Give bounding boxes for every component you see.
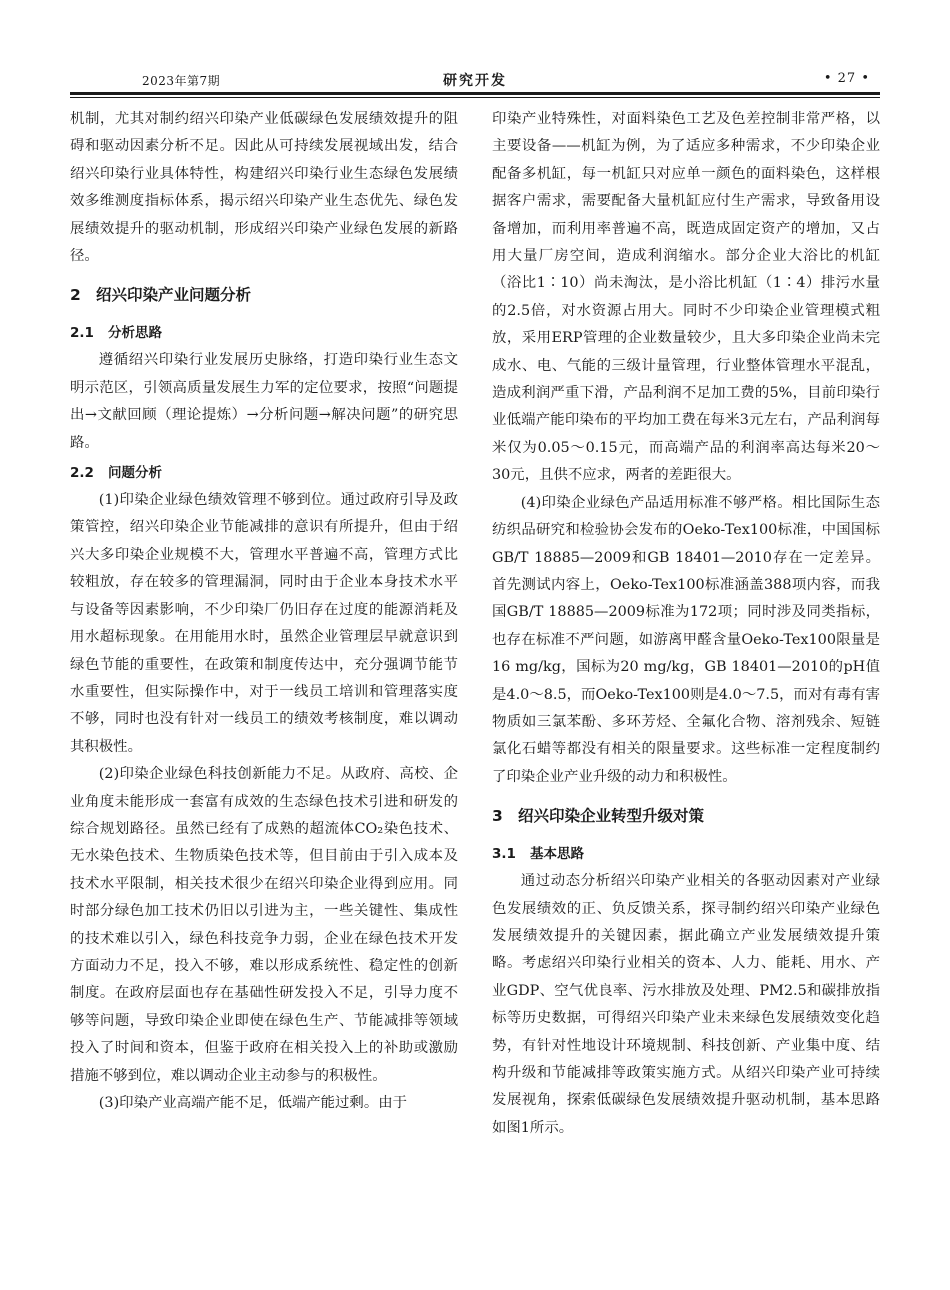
subsection-heading-3-1 xyxy=(492,841,880,868)
paragraph: (1)印染企业绿色绩效管理不够到位。通过政府引导及政策管控，绍兴印染企业节能减排的意识有所提升，但由于绍兴大多印染企业规模不大，管理水平普遍不高，管理方式比较粗放，存在较多的管理漏洞，同时由于企业本身技术水平与设备等因素影响，不少印染厂仍旧存在过度的能源消耗及用水超标现象。在用能用水时，虽然企业管理层早就意识到绿色节能的重要性，在政策和制度传达中，充分强调节能节水重要性，但实际操作中，对于一线员工培训和管理落实度不够，同时也没有针对一线员工的绩效考核制度，难以调动其积极性。 xyxy=(70,492,458,755)
subsection-heading-2-2 xyxy=(70,460,458,487)
paragraph: (4)印染企业绿色产品适用标准不够严格。相比国际生态纺织品研究和检验协会发布的Oeko-Tex100标准，中国国标GB/T 18885—2009和GB 18401—2010存在一定差异。首先测试内容上，Oeko-Tex100标准涵盖388项内容，而我国GB/T 18885—2009标准为172项；同时涉及同类指标，也存在标准不严问题，如游离甲醛含量Oeko-Tex100限量是16 mg/kg，国标为20 mg/kg，GB 18401—2010的pH值是4.0～8.5，而Oeko-Tex100则是4.0～7.5，而对有毒有害物质如三氯苯酚、多环芳烃、全氟化合物、溶剂残余、短链氯化石蜡等都没有相关的限量要求。这些标准一定程度制约了印染企业产业升级的动力和积极性。 xyxy=(492,494,880,785)
paragraph: (3)印染产业高端产能不足，低端产能过剩。由于 xyxy=(98,1095,407,1111)
section-title: 绍兴印染产业问题分析 xyxy=(96,286,252,305)
journal-section: 研究开发 xyxy=(443,73,507,89)
section-title: 绍兴印染企业转型升级对策 xyxy=(518,807,705,826)
header-rule-thick xyxy=(70,92,880,95)
subsection-title: 分析思路 xyxy=(108,325,162,342)
page-number: • 27 • xyxy=(823,71,870,86)
subsection-number: 2.2 xyxy=(70,465,94,482)
paragraph: 遵循绍兴印染行业发展历史脉络，打造印染行业生态文明示范区，引领高质量发展生力军的定位要求，按照“问题提出→文献回顾（理论提炼）→分析问题→解决问题”的研究思路。 xyxy=(70,352,458,451)
paragraph: (2)印染企业绿色科技创新能力不足。从政府、高校、企业角度未能形成一套富有成效的生态绿色技术引进和研发的综合规划路径。虽然已经有了成熟的超流体CO₂染色技术、无水染色技术、生物质染色技术等，但目前由于引入成本及技术水平限制，相关技术很少在绍兴印染企业得到应用。同时部分绿色加工技术仍旧以引进为主，一些关键性、集成性的技术难以引入，绿色科技竞争力弱，企业在绿色技术开发方面动力不足，投入不够，难以形成系统性、稳定性的创新制度。在政府层面也存在基础性研发投入不足，引导力度不够等问题，导致印染企业即使在绿色生产、节能减排等领域投入了时间和资本，但鉴于政府在相关投入上的补助或激励措施不够到位，难以调动企业主动参与的积极性。 xyxy=(70,766,458,1084)
subsection-title: 问题分析 xyxy=(108,465,162,482)
running-header xyxy=(70,70,880,92)
section-number: 3 xyxy=(492,807,503,826)
right-column xyxy=(492,106,880,1142)
subsection-number: 2.1 xyxy=(70,325,94,342)
section-heading-2 xyxy=(70,281,458,309)
subsection-number: 3.1 xyxy=(492,846,516,863)
paragraph: 印染产业特殊性，对面料染色工艺及色差控制非常严格，以主要设备——机缸为例，为了适应多种需求，不少印染企业配备多机缸，每一机缸只对应单一颜色的面料染色，这样根据客户需求，需要配备大量机缸应付生产需求，导致备用设备增加，而利用率普遍不高，既造成固定资产的增加，又占用大量厂房空间，造成利润缩水。部分企业大浴比的机缸（浴比1∶10）尚未淘汰，是小浴比机缸（1∶4）排污水量的2.5倍，对水资源占用大。同时不少印染企业管理模式粗放，采用ERP管理的企业数量较少，且大多印染企业尚未完成水、电、气能的三级计量管理，行业整体管理水平混乱，造成利润严重下滑，产品利润不足加工费的5%，目前印染行业低端产能印染布的平均加工费在每米3元左右，产品利润每米仅为0.05～0.15元，而高端产品的利润率高达每米20～30元，且供不应求，两者的差距很大。 xyxy=(492,111,880,484)
paragraph: 通过动态分析绍兴印染产业相关的各驱动因素对产业绿色发展绩效的正、负反馈关系，探寻制约绍兴印染产业绿色发展绩效提升的关键因素，据此确立产业发展绩效提升策略。考虑绍兴印染行业相关的资本、人力、能耗、用水、产业GDP、空气优良率、污水排放及处理、PM2.5和碳排放指标等历史数据，可得绍兴印染产业未来绿色发展绩效变化趋势，有针对性地设计环境规制、科技创新、产业集中度、结构升级和节能减排等政策实施方式。从绍兴印染产业可持续发展视角，探索低碳绿色发展绩效提升驱动机制，基本思路如图1所示。 xyxy=(492,873,880,1136)
left-column xyxy=(70,106,458,1117)
section-heading-3 xyxy=(492,802,880,830)
paragraph: 机制，尤其对制约绍兴印染产业低碳绿色发展绩效提升的阻碍和驱动因素分析不足。因此从可持续发展视域出发，结合绍兴印染行业具体特性，构建绍兴印染行业生态绿色发展绩效多维测度指标体系，揭示绍兴印染产业生态优先、绿色发展绩效提升的驱动机制，形成绍兴印染产业绿色发展的新路径。 xyxy=(70,111,458,265)
subsection-heading-2-1 xyxy=(70,320,458,347)
journal-issue: 2023年第7期 xyxy=(142,74,221,88)
subsection-title: 基本思路 xyxy=(530,846,584,863)
header-rule-thin xyxy=(70,97,880,98)
section-number: 2 xyxy=(70,286,81,305)
